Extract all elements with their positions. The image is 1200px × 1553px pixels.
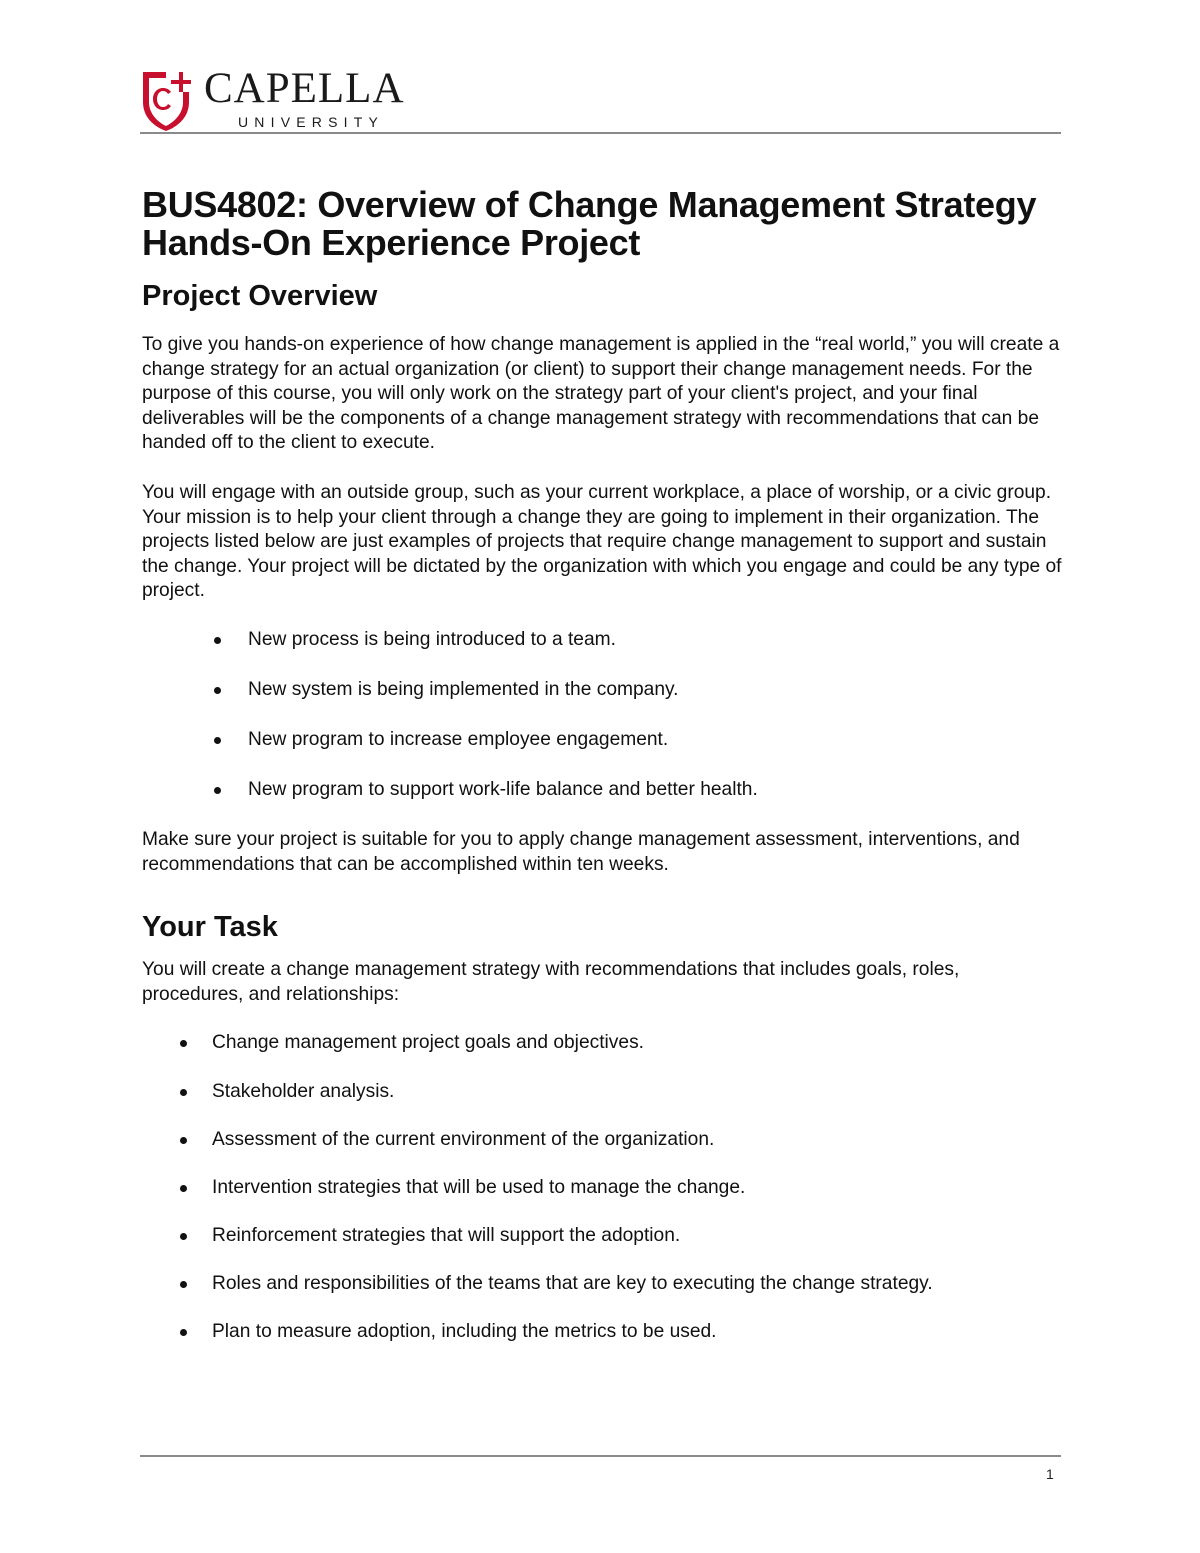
overview-paragraph-1: To give you hands-on experience of how change management is applied in the “real world,” you will create a change strategy for an actual organization (or client) to support their change management needs. For the purpose of this course, you will only work on the strategy part of your client's project, and your final deliverables will be the components of a change management strategy with recommendations that can be handed off to the client to execute.	[142, 334, 1060, 454]
capella-logo	[140, 65, 405, 132]
list-item: Assessment of the current environment of the organization.	[180, 1128, 1062, 1152]
footer-divider	[140, 1455, 1061, 1457]
overview-paragraph-3: Make sure your project is suitable for you to apply change management assessment, interventions, and recommendations that can be accomplished within ten weeks.	[142, 828, 1020, 875]
list-item: Plan to measure adoption, including the metrics to be used.	[180, 1320, 1062, 1344]
document-body	[142, 186, 1062, 1369]
list-item: New program to increase employee engagement.	[214, 728, 1062, 752]
bullet-icon	[180, 1185, 187, 1192]
logo-text	[204, 65, 405, 130]
page-number: 1	[1046, 1466, 1054, 1482]
task-requirements-list	[180, 1031, 1062, 1344]
bullet-icon	[180, 1281, 187, 1288]
bullet-icon	[180, 1040, 187, 1047]
bullet-icon	[180, 1089, 187, 1096]
bullet-icon	[180, 1233, 187, 1240]
list-item: New system is being implemented in the company.	[214, 678, 1062, 702]
logo-wordmark: CAPELLA	[204, 65, 405, 112]
project-examples-list	[214, 628, 1062, 802]
title-line-1: BUS4802: Overview of Change Management Strategy	[142, 184, 1037, 225]
bullet-icon	[214, 637, 221, 644]
your-task-heading: Your Task	[142, 911, 278, 944]
list-item: Roles and responsibilities of the teams that are key to executing the change strategy.	[180, 1272, 1062, 1296]
title-line-2: Hands-On Experience Project	[142, 222, 641, 263]
bullet-icon	[214, 687, 221, 694]
document-title	[142, 186, 1062, 262]
bullet-icon	[180, 1329, 187, 1336]
bullet-icon	[180, 1137, 187, 1144]
bullet-icon	[214, 737, 221, 744]
logo-subtitle: UNIVERSITY	[238, 114, 385, 130]
bullet-icon	[214, 787, 221, 794]
list-item: New program to support work-life balance and better health.	[214, 778, 1062, 802]
task-paragraph: You will create a change management strategy with recommendations that includes goals, roles, procedures, and relationships:	[142, 959, 960, 1005]
capella-shield-icon	[140, 68, 192, 132]
header-divider	[140, 132, 1061, 134]
list-item: Stakeholder analysis.	[180, 1080, 1062, 1104]
overview-paragraph-2: You will engage with an outside group, such as your current workplace, a place of worship, or a civic group. Your mission is to help your client through a change they are going to implement in their organization. The projects listed below are just examples of projects that require change management to support and sustain the change. Your project will be dictated by the organization with which you engage and could be any type of project.	[142, 481, 1062, 602]
list-item: Reinforcement strategies that will support the adoption.	[180, 1224, 1062, 1248]
list-item: Change management project goals and objectives.	[180, 1031, 1062, 1055]
list-item: Intervention strategies that will be used to manage the change.	[180, 1176, 1062, 1200]
list-item: New process is being introduced to a team.	[214, 628, 1062, 652]
project-overview-heading: Project Overview	[142, 280, 378, 312]
